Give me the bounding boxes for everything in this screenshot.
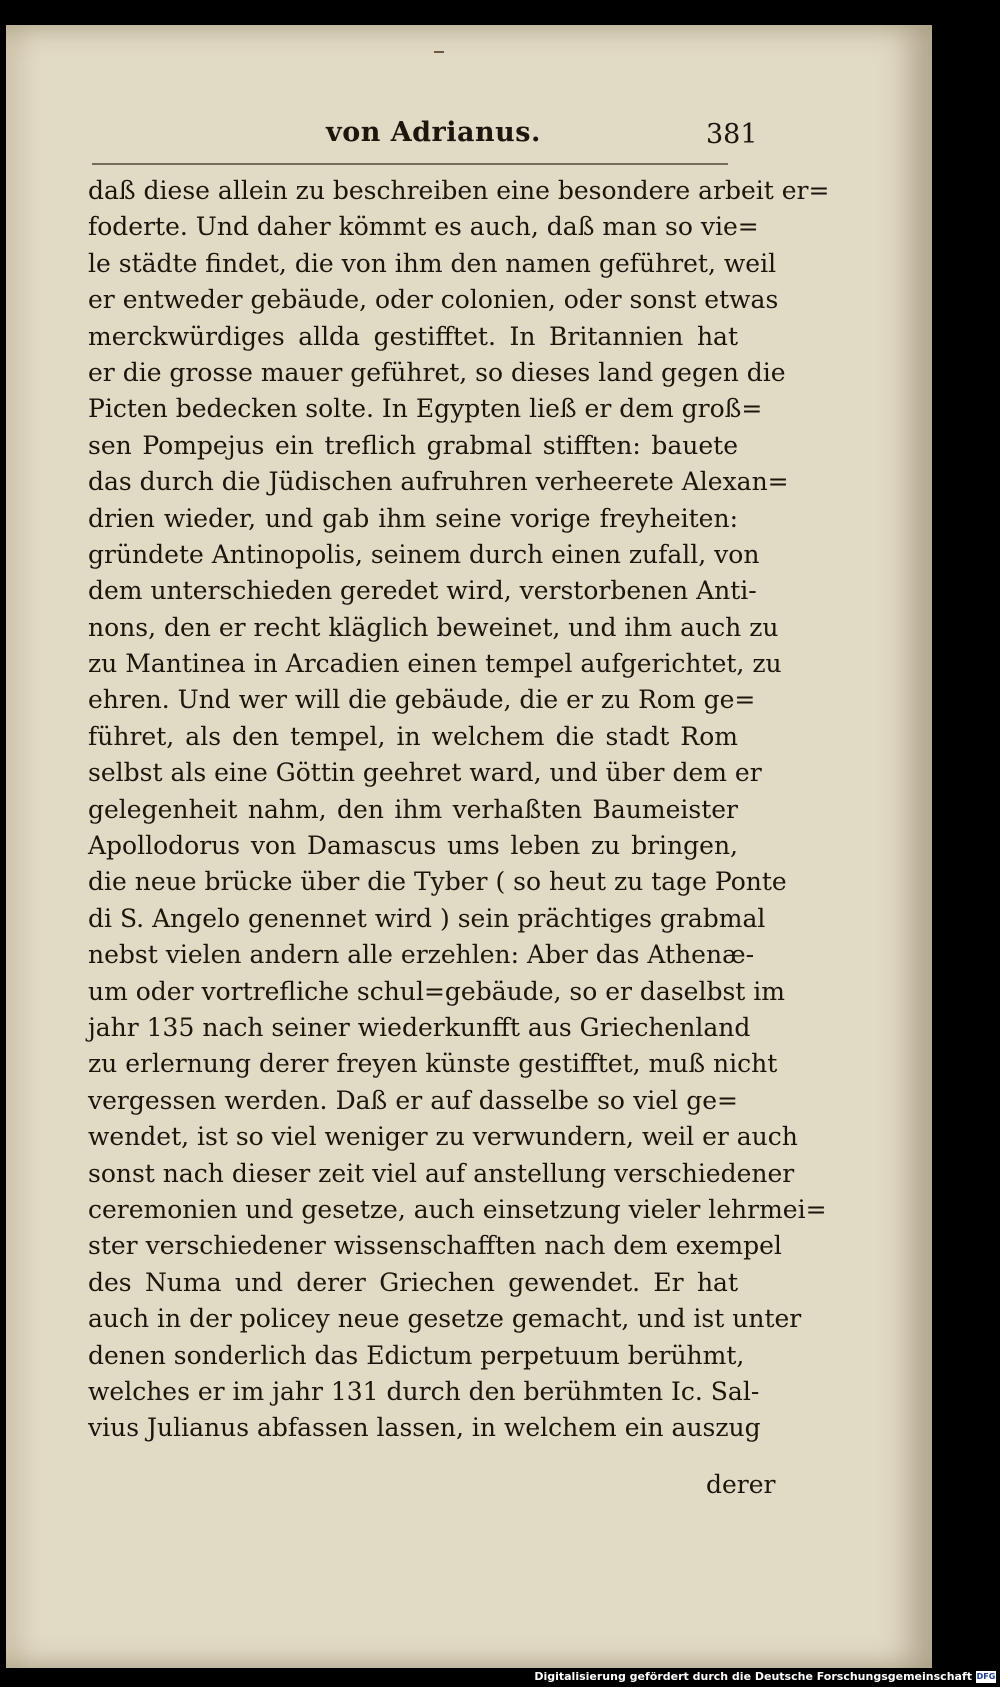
header-rule xyxy=(92,163,728,165)
funding-credit: Digitalisierung gefördert durch die Deutsche Forschungsgemeinschaft xyxy=(534,1670,972,1683)
text-line: di S. Angelo genennet wird ) sein prächtiges grabmal xyxy=(88,903,766,933)
text-line: ster verschiedener wissenschafften nach dem exempel xyxy=(88,1231,782,1261)
running-header: von Adrianus. xyxy=(326,117,541,148)
text-line: jahr 135 nach seiner wiederkunfft aus Griechenland xyxy=(88,1012,751,1042)
text-line: Apollodorus von Damascus ums leben zu bringen, xyxy=(88,831,738,861)
text-line: die neue brücke über die Tyber ( so heut zu tage Ponte xyxy=(88,867,787,897)
text-line: foderte. Und daher kömmt es auch, daß man so vie= xyxy=(88,212,759,242)
text-line: le städte findet, die von ihm den namen geführet, weil xyxy=(88,248,777,278)
text-line: gelegenheit nahm, den ihm verhaßten Baumeister xyxy=(88,794,738,824)
text-line: sonst nach dieser zeit viel auf anstellung verschiedener xyxy=(88,1158,795,1188)
body-text xyxy=(88,173,830,1447)
top-mark xyxy=(434,51,444,53)
text-line: Picten bedecken solte. In Egypten ließ er dem groß= xyxy=(88,394,763,424)
text-line: um oder vortrefliche schul=gebäude, so er daselbst im xyxy=(88,976,785,1006)
text-line: daß diese allein zu beschreiben eine besondere arbeit er= xyxy=(88,176,830,205)
text-line: er entweder gebäude, oder colonien, oder sonst etwas xyxy=(88,285,779,315)
text-line: wendet, ist so viel weniger zu verwundern, weil er auch xyxy=(88,1122,798,1152)
text-line: nebst vielen andern alle erzehlen: Aber das Athenæ- xyxy=(88,940,755,970)
text-line: er die grosse mauer geführet, so dieses land gegen die xyxy=(88,357,786,387)
catchword: derer xyxy=(706,1470,776,1499)
book-page xyxy=(6,25,932,1668)
text-line: ehren. Und wer will die gebäude, die er zu Rom ge= xyxy=(88,685,756,715)
text-line: ceremonien und gesetze, auch einsetzung vieler lehrmei= xyxy=(88,1194,827,1224)
text-line: vius Julianus abfassen lassen, in welchem ein auszug xyxy=(88,1413,761,1443)
text-line: auch in der policey neue gesetze gemacht, und ist unter xyxy=(88,1304,802,1334)
text-line: zu Mantinea in Arcadien einen tempel aufgerichtet, zu xyxy=(88,649,782,679)
text-line: selbst als eine Göttin geehret ward, und über dem er xyxy=(88,758,762,788)
text-line: des Numa und derer Griechen gewendet. Er hat xyxy=(88,1267,738,1297)
text-line: drien wieder, und gab ihm seine vorige freyheiten: xyxy=(88,503,738,533)
text-line: gründete Antinopolis, seinem durch einen zufall, von xyxy=(88,539,760,569)
text-line: welches er im jahr 131 durch den berühmten Ic. Sal- xyxy=(88,1376,760,1406)
text-line: nons, den er recht kläglich beweinet, und ihm auch zu xyxy=(88,612,779,642)
text-line: dem unterschieden geredet wird, verstorbenen Anti- xyxy=(88,576,757,606)
text-line: merckwürdiges allda gestifftet. In Britannien hat xyxy=(88,321,738,351)
dfg-logo: DFG xyxy=(976,1672,996,1681)
text-line: denen sonderlich das Edictum perpetuum berühmt, xyxy=(88,1340,745,1370)
page-number: 381 xyxy=(706,119,758,150)
text-line: führet, als den tempel, in welchem die stadt Rom xyxy=(88,721,738,751)
text-line: das durch die Jüdischen aufruhren verheerete Alexan= xyxy=(88,467,789,497)
text-line: vergessen werden. Daß er auf dasselbe so viel ge= xyxy=(88,1085,738,1115)
text-line: sen Pompejus ein treflich grabmal stifften: bauete xyxy=(88,430,738,460)
text-line: zu erlernung derer freyen künste gestifftet, muß nicht xyxy=(88,1049,778,1079)
